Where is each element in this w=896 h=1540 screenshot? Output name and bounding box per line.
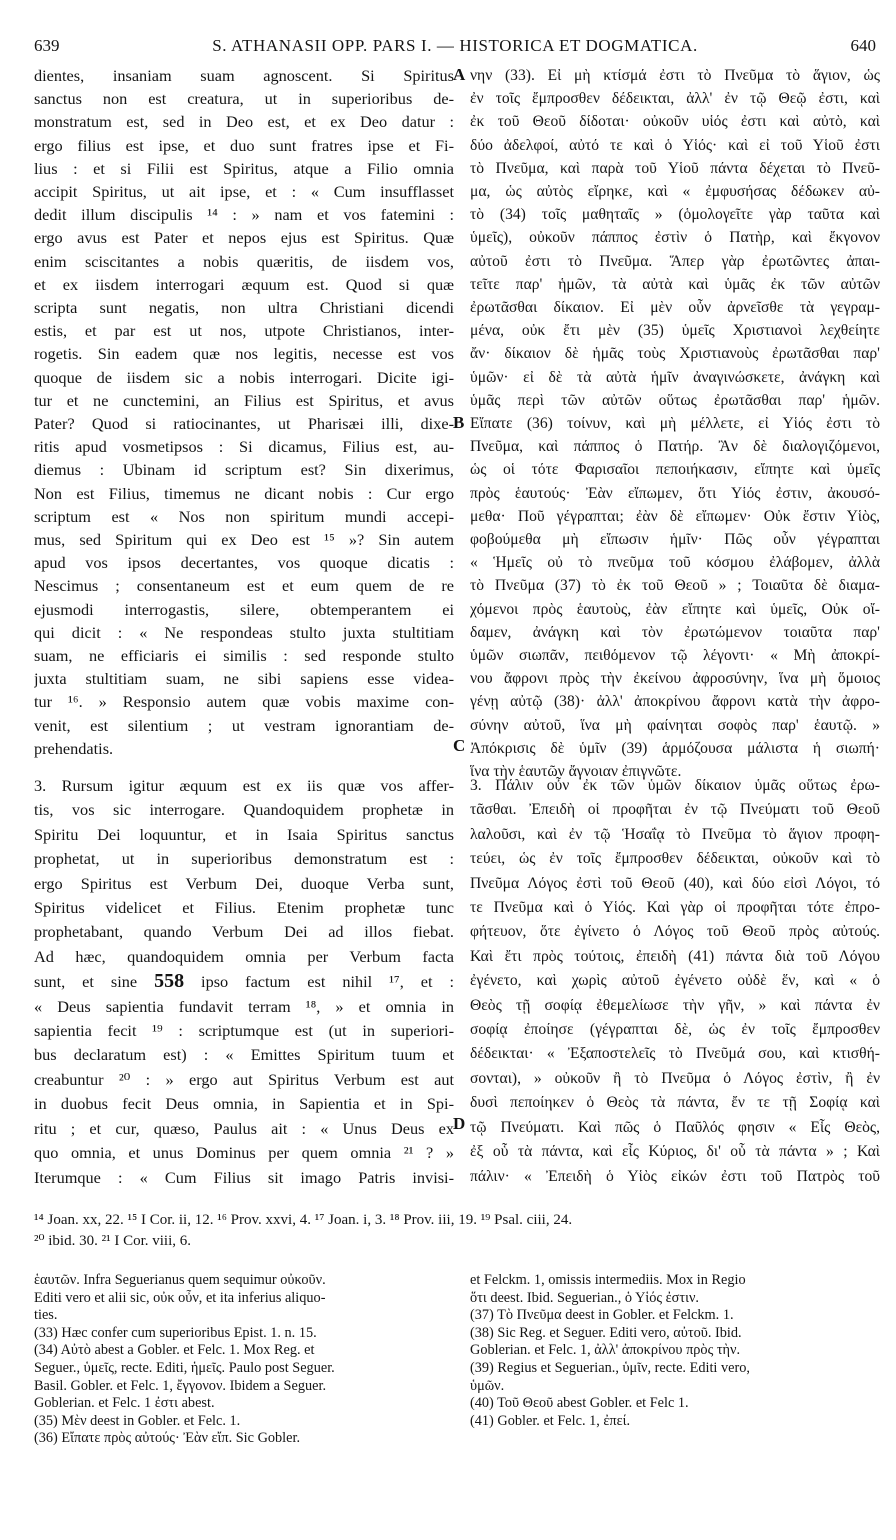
- critical-note-line: ἑαυτῶν. Infra Seguerianus quem sequimur οὐκοῦν.: [34, 1272, 326, 1288]
- latin-text-line: 3. Rursum igitur æquum est ex iis quæ vos affer-: [34, 776, 454, 795]
- critical-note-line: Goblerian. et Felc. 1 ἐστι abest.: [34, 1395, 215, 1412]
- latin-text-line: estis, et par est ut nos, utpote Christianos, inter-: [34, 321, 454, 341]
- greek-text-line: δύο ἀδελφοί, αὐτό τε καὶ ὁ Υἱός· καὶ εἰ τοῦ Υἱοῦ ἐστι: [470, 136, 880, 154]
- scripture-ref-line: ¹⁴ Joan. xx, 22. ¹⁵ I Cor. ii, 12. ¹⁶ Prov. xxvi, 4. ¹⁷ Joan. i, 3. ¹⁸ Prov. iii, 19. ¹⁹ Psal. ciii, 24.: [34, 1212, 573, 1228]
- critical-note-line: Goblerian. et Felc. 1, ἀλλ' ἀποκρίνου πρὸς τὴν.: [470, 1342, 741, 1359]
- greek-text-line: τεῖτε παρ' ἡμῶν, τὰ αὐτὰ καὶ ὑμᾶς ἐκ τῶν αὐτῶν: [470, 275, 880, 293]
- latin-text-line: tur et ne cunctemini, an Filius est Spiritus, et avus: [34, 390, 454, 410]
- greek-text-line: Εἴπατε (36) τοίνυν, καὶ μὴ μέλλετε, εἰ Υἱός ἐστι τὸ: [470, 415, 880, 433]
- greek-text-line: δαμεν, ἀνάγκη καὶ τὸν ἐρωτώμενον τοιαῦτα παρ': [470, 623, 880, 641]
- latin-text-line: dedit illum discipulis ¹⁴ : » nam et vos fatemini :: [34, 205, 454, 225]
- greek-text-line: τᾶσθαι. Ἐπειδὴ οἱ προφῆται ἐν τῷ Πνεύματι τοῦ Θεοῦ: [470, 801, 880, 819]
- greek-text-line: τὸ Πνεῦμα (37) τὸ ἐκ τοῦ Θεοῦ » ; Τοιαῦτα δὲ διαμα-: [470, 577, 880, 595]
- latin-text-line: apud vos ipsos decertantes, vos quoque dicatis :: [34, 553, 454, 573]
- running-header: [34, 36, 876, 58]
- greek-text-line: τῷ Πνεύματι. Καὶ πῶς ὁ Παῦλός φησιν « Εἷς Θεὸς,: [470, 1118, 880, 1136]
- latin-text-line: in duobus fecit Deus omnia, in Sapientia et in Spi-: [34, 1094, 454, 1114]
- latin-text-line: rogetis. Sin eadem quæ nos legitis, necesse est vos: [34, 344, 454, 364]
- critical-note-line: (41) Gobler. et Felc. 1, ἐπεί.: [470, 1412, 631, 1429]
- latin-text-line: enim sciscitantes a nobis quæritis, de iisdem vos,: [34, 251, 454, 271]
- latin-text-line: Iterumque : « Cum Filius sit imago Patris invisi-: [34, 1167, 454, 1187]
- greek-text-line: Ἀπόκρισις δὲ ὑμῖν (39) ἁρμόζουσα μάλιστα ἡ σιωπή·: [470, 739, 880, 757]
- critical-note-line: (38) Sic Reg. et Seguer. Editi vero, αὐτοῦ. Ibid.: [470, 1324, 742, 1341]
- latin-text-line: bus declaratum est) : « Emittes Spiritum tuum et: [34, 1045, 454, 1065]
- latin-text-line: sunt, et sine 558 ipso factum est nihil ¹⁷, et :: [34, 970, 454, 993]
- latin-text-line: Spiritus videlicet et Filius. Etenim prophetæ tunc: [34, 898, 454, 918]
- latin-column-lower: [34, 774, 454, 1190]
- greek-text-line: φοβούμεθα μὴ εἴπωσιν ἡμῖν· Πῶς οὖν γέγραπται: [470, 531, 880, 549]
- margin-marker-b: B: [453, 413, 465, 432]
- latin-text-line: mus, sed Spiritum qui ex Deo est ¹⁵ »? Sin autem: [34, 530, 454, 550]
- greek-column-upper: [470, 64, 880, 783]
- latin-text-line: Ad hæc, quandoquidem omnia per Verbum facta: [34, 946, 454, 966]
- greek-text-line: ὑμῶν· εἰ δὲ τὰ αὐτὰ ἡμῖν ἀναγινώσκετε, ἀνάγκη καὶ: [470, 368, 880, 386]
- greek-text-line: ἵνα τὴν ἑαυτῶν ἄγνοιαν ἐπιγνῶτε.: [470, 763, 682, 781]
- page-number-right: 640: [850, 36, 876, 55]
- scripture-references: [34, 1210, 876, 1252]
- greek-text-line: ἄν· δίκαιον δὲ ἡμᾶς τοὺς Χριστιανοὺς ἐρωτᾶσθαι παρ': [470, 345, 880, 363]
- critical-note-line: (39) Regius et Seguerian., ὑμῖν, recte. Editi vero,: [470, 1359, 750, 1376]
- latin-text-line: monstratum est, sed in Deo est, et ex Deo datur :: [34, 112, 454, 132]
- greek-text-line: μεθα· Ποῦ γέγραπται; ἐὰν δὲ εἴπωμεν· Οὐκ ἔστιν Υἱὸς,: [470, 507, 880, 525]
- greek-text-line: σύνην αὐτοῦ, ἵνα μὴ φαίνηται σοφὸς παρ' ἑαυτῷ. »: [470, 716, 880, 734]
- latin-text-line: quoque de iisdem sic a nobis interrogari. Dicite igi-: [34, 367, 454, 387]
- greek-text-line: χόμενοι πρὸς ἑαυτοὺς, ἐὰν εἴπητε καὶ ὑμεῖς, Οὐκ οἴ-: [470, 600, 880, 618]
- page-number-left: 639: [34, 36, 60, 55]
- critical-note-line: ὅτι deest. Ibid. Seguerian., ὁ Υἱός ἐστιν.: [470, 1289, 699, 1306]
- latin-text-line: lius : et si Filii est Spiritus, atque a Filio omnia: [34, 158, 454, 178]
- greek-text-line: αὐτοῦ ἐστι τὸ Πνεῦμα. Ἅπερ γὰρ ἐρωτῶντες ἀπαι-: [470, 252, 880, 270]
- greek-text-line: ὑμεῖς), οὐκοῦν πάππος ἐστὶν ὁ Πατὴρ, καὶ ἔκγονον: [470, 229, 880, 247]
- greek-text-line: ἐκ τοῦ Θεοῦ δίδοται· οὐκοῦν υἱός ἐστι καὶ αὐτὸ, καὶ: [470, 113, 880, 131]
- latin-text-line: sanctus non est creatura, ut in superioribus de-: [34, 89, 454, 109]
- latin-text-line: Pater? Quod si ratiocinantes, ut Pharisæi illi, dixe-: [34, 414, 454, 434]
- latin-column-upper: [34, 64, 454, 760]
- greek-text-line: μένα, οὐκ ἔτι μὲν (35) ὑμεῖς Χριστιανοὶ λεχθείητε: [470, 322, 880, 340]
- latin-text-line: creabuntur ²⁰ : » ergo aut Spiritus Verbum est aut: [34, 1069, 454, 1089]
- latin-text-line: ritu ; et cur, quæso, Paulus ait : « Unus Deus ex: [34, 1118, 454, 1138]
- greek-text-line: νην (33). Εἰ μὴ κτίσμά ἐστι τὸ Πνεῦμα τὸ ἅγιον, ὡς: [470, 67, 880, 84]
- greek-text-line: τε Πνεῦμα καὶ ὁ Υἱός. Καὶ γὰρ οἱ προφῆται τότε ἐπρο-: [470, 899, 880, 917]
- critical-note-line: (34) Αὐτὸ abest a Gobler. et Felc. 1. Mox Reg. et: [34, 1342, 315, 1359]
- running-title: S. ATHANASII OPP. PARS I. — HISTORICA ET DOGMATICA.: [212, 36, 698, 55]
- latin-text-line: Non est Filius, timemus ne dicant nobis : Cur ergo: [34, 483, 454, 503]
- latin-text-line: quo omnia, et unus Dominus per quem omnia ²¹ ? »: [34, 1143, 454, 1163]
- critical-note-line: (40) Τοῦ Θεοῦ abest Gobler. et Felc 1.: [470, 1395, 689, 1412]
- greek-text-line: ἐξ οὗ τὰ πάντα, καὶ εἷς Κύριος, δι' οὗ τὰ πάντα » ; Καὶ: [470, 1143, 880, 1161]
- latin-text-line: Nescimus ; consentaneum est et eum quem de re: [34, 576, 454, 596]
- greek-text-line: μα, ὡς αὐτὸς εἴρηκε, καὶ « ἐμφυσήσας δέδωκεν αὐ-: [470, 183, 880, 201]
- latin-text-line: prehendatis.: [34, 738, 114, 758]
- greek-text-line: φήτευον, ὅτε ἐγίνετο ὁ Λόγος τοῦ Θεοῦ πρὸς αὐτούς.: [470, 923, 880, 941]
- greek-text-line: ὡς οἱ τότε Φαρισαῖοι πεποιήκασιν, εἴπητε καὶ ὑμεῖς: [470, 461, 880, 479]
- greek-text-line: τὸ Πνεῦμα, καὶ παρὰ τοῦ Υἱοῦ πάντα δέχεται τὸ Πνεῦ-: [470, 159, 880, 177]
- latin-text-line: et ex iisdem interrogari æquum est. Quod si quæ: [34, 274, 454, 294]
- greek-text-line: δυσὶ πεποίηκεν ὁ Θεὸς τὰ πάντα, ἔν τε τῇ Σοφίᾳ καὶ: [470, 1094, 880, 1112]
- greek-text-line: λαλοῦσι, καὶ ἐν τῷ Ἡσαΐᾳ τὸ Πνεῦμα τὸ ἅγιον προφη-: [470, 825, 880, 843]
- greek-text-line: ὑμῶν σιωπᾶν, πειθόμενον τῷ λέγοντι· « Μὴ ἀποκρί-: [470, 647, 880, 665]
- critical-note-line: (37) Τὸ Πνεῦμα deest in Gobler. et Felckm. 1.: [470, 1307, 734, 1324]
- greek-text-line: πρὸς ἑαυτούς· Ἐὰν εἴπωμεν, ὅτι Υἱός ἐστιν, ἀκουσό-: [470, 484, 880, 502]
- greek-text-line: τεύει, ὡς ἐν τοῖς ἔμπροσθεν δέδεικται, οὐκοῦν καὶ τὸ: [470, 850, 880, 868]
- original-page-number: 558: [154, 970, 185, 993]
- latin-text-line: ergo filius est ipse, et duo sunt fratres ipse et Fi-: [34, 135, 454, 155]
- greek-text-line: τὸ (34) τοῖς μαθηταῖς » (ὁμολογεῖτε γὰρ ταῦτα καὶ: [470, 206, 880, 224]
- scripture-ref-line: ²⁰ ibid. 30. ²¹ I Cor. viii, 6.: [34, 1233, 192, 1249]
- critical-notes-right: [470, 1272, 880, 1430]
- latin-text-line: diemus : Ubinam id scriptum est? Sin dixerimus,: [34, 460, 454, 480]
- latin-text-line: juxta stultitiam suam, ne sibi sapiens esse videa-: [34, 669, 454, 689]
- greek-text-line: Θεὸς τῇ σοφίᾳ ἐθεμελίωσε τὴν γῆν, » καὶ πάντα ἐν: [470, 996, 880, 1014]
- latin-text-line: suam, ne efficiaris ei similis : sed responde stulto: [34, 646, 454, 666]
- latin-text-line: ejusmodi interrogastis, silere, obtemperantem ei: [34, 599, 454, 619]
- greek-text-line: Καὶ ἔτι πρὸς τούτοις, ἐπειδὴ (41) πάντα διὰ τοῦ Λόγου: [470, 947, 880, 965]
- greek-text-line: 3. Πάλιν οὖν ἐκ τῶν ὑμῶν δίκαιον ὑμᾶς οὕτως ἐρω-: [470, 777, 880, 794]
- greek-text-line: ὑμᾶς περὶ τῶν αὐτῶν οὕτως ἐρωτᾶσθαι παρ' ἡμῶν.: [470, 391, 880, 409]
- greek-column-lower: [470, 774, 880, 1189]
- latin-text-line: scriptum est « Nos non spiritum mundi accepi-: [34, 506, 454, 526]
- critical-note-line: ties.: [34, 1307, 58, 1324]
- greek-text-line: πάλιν· « Ἐπειδὴ ὁ Υἱὸς εἰκών ἐστι τοῦ Πατρὸς τοῦ: [470, 1167, 880, 1185]
- critical-note-line: (36) Εἴπατε πρὸς αὐτούς· Ἐὰν εἴπ. Sic Gobler.: [34, 1430, 301, 1447]
- latin-text-line: ritis apud vosmetipsos : Si dicamus, Filius est, au-: [34, 437, 454, 457]
- critical-note-line: (35) Μὲν deest in Gobler. et Felc. 1.: [34, 1412, 241, 1429]
- latin-text-line: qui dicit : « Ne respondeas stulto juxta stultitiam: [34, 622, 454, 642]
- greek-text-line: ἐν τοῖς ἔμπροσθεν δέδεικται, ἀλλ' ἐν τῷ Θεῷ ἐστι, καὶ: [470, 90, 880, 108]
- latin-text-line: ergo avus est Pater et nepos ejus est Spiritus. Quæ: [34, 228, 454, 248]
- critical-note-line: Editi vero et alii sic, οὐκ οὖν, et ita inferius aliquo-: [34, 1289, 326, 1306]
- critical-note-line: ὑμῶν.: [470, 1377, 505, 1394]
- latin-text-line: sapientia fecit ¹⁹ : scriptumque est (ut in superiori-: [34, 1021, 454, 1041]
- greek-text-line: Πνεῦμα Λόγος ἐστὶ τοῦ Θεοῦ (40), καὶ δύο εἰσὶ Λόγοι, τό: [470, 874, 880, 892]
- latin-text-line: « Deus sapientia fundavit terram ¹⁸, » et omnia in: [34, 996, 454, 1016]
- critical-notes-left: [34, 1272, 454, 1448]
- latin-text-line: scripta sunt negatis, non ultra Christiani dicendi: [34, 298, 454, 318]
- margin-marker-d: D: [453, 1114, 466, 1133]
- margin-marker-c: C: [453, 736, 466, 755]
- greek-text-line: δέδεικται· « Ἐξαποστελεῖς τὸ Πνεῦμά σου, καὶ κτισθή-: [470, 1045, 880, 1063]
- latin-text-line: accipit Spiritus, ut ait ipse, et : « Cum insufflasset: [34, 182, 454, 202]
- latin-text-line: ergo Spiritus est Verbum Dei, duoque Verba sunt,: [34, 873, 454, 893]
- greek-text-line: Πνεῦμα, καὶ πάππος ὁ Πατήρ. Ἂν δὲ διαλογιζόμενοι,: [470, 438, 880, 456]
- greek-text-line: γένῃ αὐτῷ (38)· ἀλλ' ἀποκρίνου ἄφρονι κατὰ τὴν ἀφρο-: [470, 693, 880, 711]
- greek-text-line: « Ἡμεῖς οὐ τὸ πνεῦμα τοῦ κόσμου ἐλάβομεν, ἀλλὰ: [470, 554, 880, 572]
- critical-note-line: et Felckm. 1, omissis intermediis. Mox in Regio: [470, 1272, 746, 1288]
- critical-note-line: Basil. Gobler. et Felc. 1, ἔγγονον. Ibidem a Seguer.: [34, 1377, 327, 1394]
- critical-note-line: (33) Hæc confer cum superioribus Epist. 1. n. 15.: [34, 1324, 317, 1341]
- latin-text-line: prophetat, ut in superioribus demonstratum est :: [34, 849, 454, 869]
- greek-text-line: ἐρωτᾶσθαι δίκαιον. Εἰ μὲν οὖν ἀρνεῖσθε τὰ γεγραμ-: [470, 299, 880, 317]
- critical-note-line: Seguer., ὑμεῖς, recte. Editi, ἡμεῖς. Paulo post Seguer.: [34, 1359, 335, 1376]
- greek-text-line: σονται), » οὐκοῦν ἢ τὸ Πνεῦμα ὁ Λόγος ἐστὶν, ἢ ἐν: [470, 1069, 880, 1087]
- latin-text-line: Spiritu Dei loquuntur, et in Isaia Spiritus sanctus: [34, 824, 454, 844]
- greek-text-line: ἐγένετο, καὶ χωρὶς αὐτοῦ ἐγένετο οὐδὲ ἕν, καὶ « ὁ: [470, 972, 880, 990]
- greek-text-line: νου ἄφρονι πρὸς τὴν ἐκείνου ἀφροσύνην, ἵνα μὴ ὅμοιος: [470, 670, 880, 688]
- latin-text-line: tis, vos sic interrogare. Quandoquidem prophetæ in: [34, 800, 454, 820]
- latin-text-line: prophetabant, quando Verbum Dei ad illos fiebat.: [34, 922, 454, 942]
- margin-marker-a: A: [453, 65, 466, 84]
- latin-text-line: dientes, insaniam suam agnoscent. Si Spiritus: [34, 66, 454, 85]
- latin-text-line: tur ¹⁶. » Responsio autem quæ vobis maxime con-: [34, 692, 454, 712]
- latin-text-line: venit, est silentium ; ut vestram ignorantiam de-: [34, 715, 454, 735]
- greek-text-line: σοφίᾳ ἐποίησε (γέγραπται δὲ, ὡς ἐν τοῖς ἔμπροσθεν: [470, 1021, 880, 1039]
